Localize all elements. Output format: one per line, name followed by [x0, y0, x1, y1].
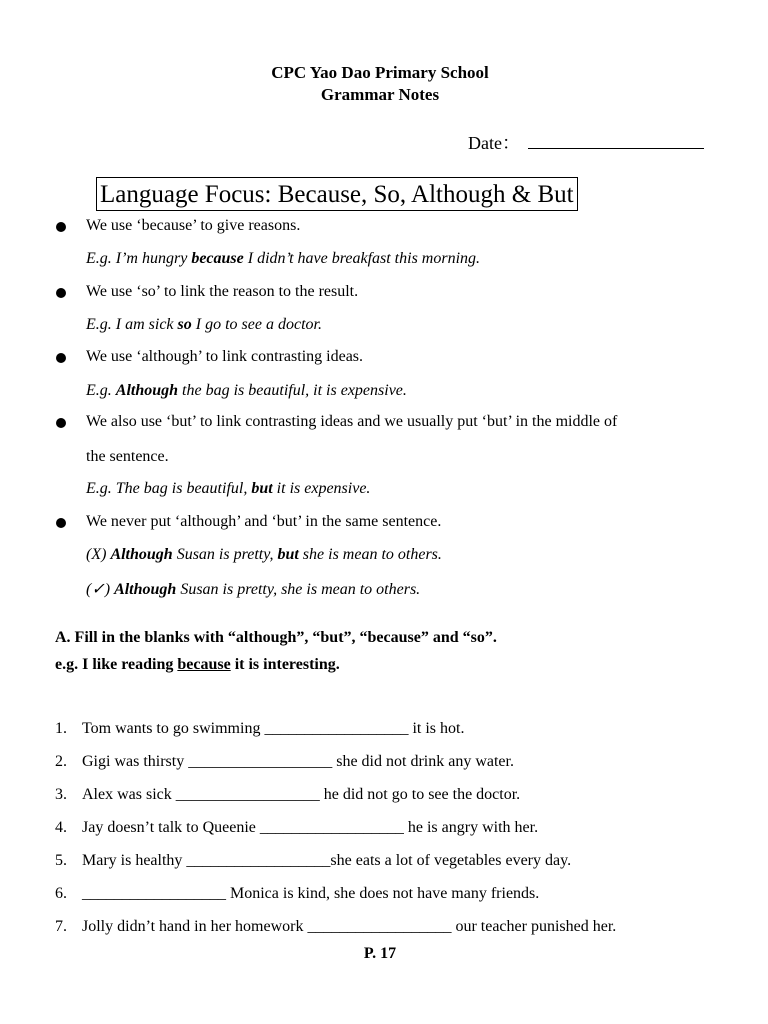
exercise-item-text: Gigi was thirsty __________________ she did not drink any water. [82, 753, 514, 770]
exercise-item-text: Alex was sick __________________ he did not go to see the doctor. [82, 786, 521, 803]
bullet-icon [56, 418, 66, 428]
exercise-item-text: __________________ Monica is kind, she does not have many friends. [82, 885, 540, 902]
never-rule: We never put ‘although’ and ‘but’ in the same sentence. [86, 513, 442, 530]
but-rule-line-1: We also use ‘but’ to link contrasting ideas and we usually put ‘but’ in the middle of [86, 413, 618, 430]
exercise-item-number: 5. [55, 852, 67, 869]
page-number: P. 17 [363, 945, 397, 962]
exercise-item-number: 1. [55, 720, 67, 737]
exercise-item-text: Tom wants to go swimming __________________ it is hot. [82, 720, 465, 737]
so-example: E.g. I am sick so I go to see a doctor. [86, 316, 322, 333]
exercise-item-text: Mary is healthy __________________she eats a lot of vegetables every day. [82, 852, 572, 869]
school-name: CPC Yao Dao Primary School [271, 63, 489, 82]
but-rule-line-2: the sentence. [86, 448, 169, 465]
date-blank-line [528, 148, 704, 149]
correct-example: (✓) Although Susan is pretty, she is mean to others. [86, 581, 421, 598]
exercise-item-text: Jolly didn’t hand in her homework __________________ our teacher punished her. [82, 918, 617, 935]
wrong-example: (X) Although Susan is pretty, but she is mean to others. [86, 546, 442, 563]
because-rule: We use ‘because’ to give reasons. [86, 217, 301, 234]
although-example: E.g. Although the bag is beautiful, it is expensive. [86, 382, 407, 399]
bullet-icon [56, 288, 66, 298]
bullet-icon [56, 222, 66, 232]
exercise-item-number: 7. [55, 918, 67, 935]
exercise-item-number: 2. [55, 753, 67, 770]
but-example: E.g. The bag is beautiful, but it is expensive. [86, 480, 371, 497]
bullet-icon [56, 353, 66, 363]
language-focus-title: Language Focus: Because, So, Although & But [96, 177, 578, 211]
exercise-item-number: 4. [55, 819, 67, 836]
although-rule: We use ‘although’ to link contrasting ideas. [86, 348, 364, 365]
exercise-item-text: Jay doesn’t talk to Queenie __________________ he is angry with her. [82, 819, 539, 836]
bullet-icon [56, 518, 66, 528]
exercise-item-number: 6. [55, 885, 67, 902]
page-subtitle: Grammar Notes [320, 85, 440, 104]
exercise-item-number: 3. [55, 786, 67, 803]
exercise-example: e.g. I like reading because it is interesting. [55, 656, 340, 673]
so-rule: We use ‘so’ to link the reason to the result. [86, 283, 359, 300]
because-example: E.g. I’m hungry because I didn’t have breakfast this morning. [86, 250, 481, 267]
exercise-instruction: A. Fill in the blanks with “although”, “but”, “because” and “so”. [55, 629, 497, 646]
date-label: Date： [468, 133, 520, 153]
